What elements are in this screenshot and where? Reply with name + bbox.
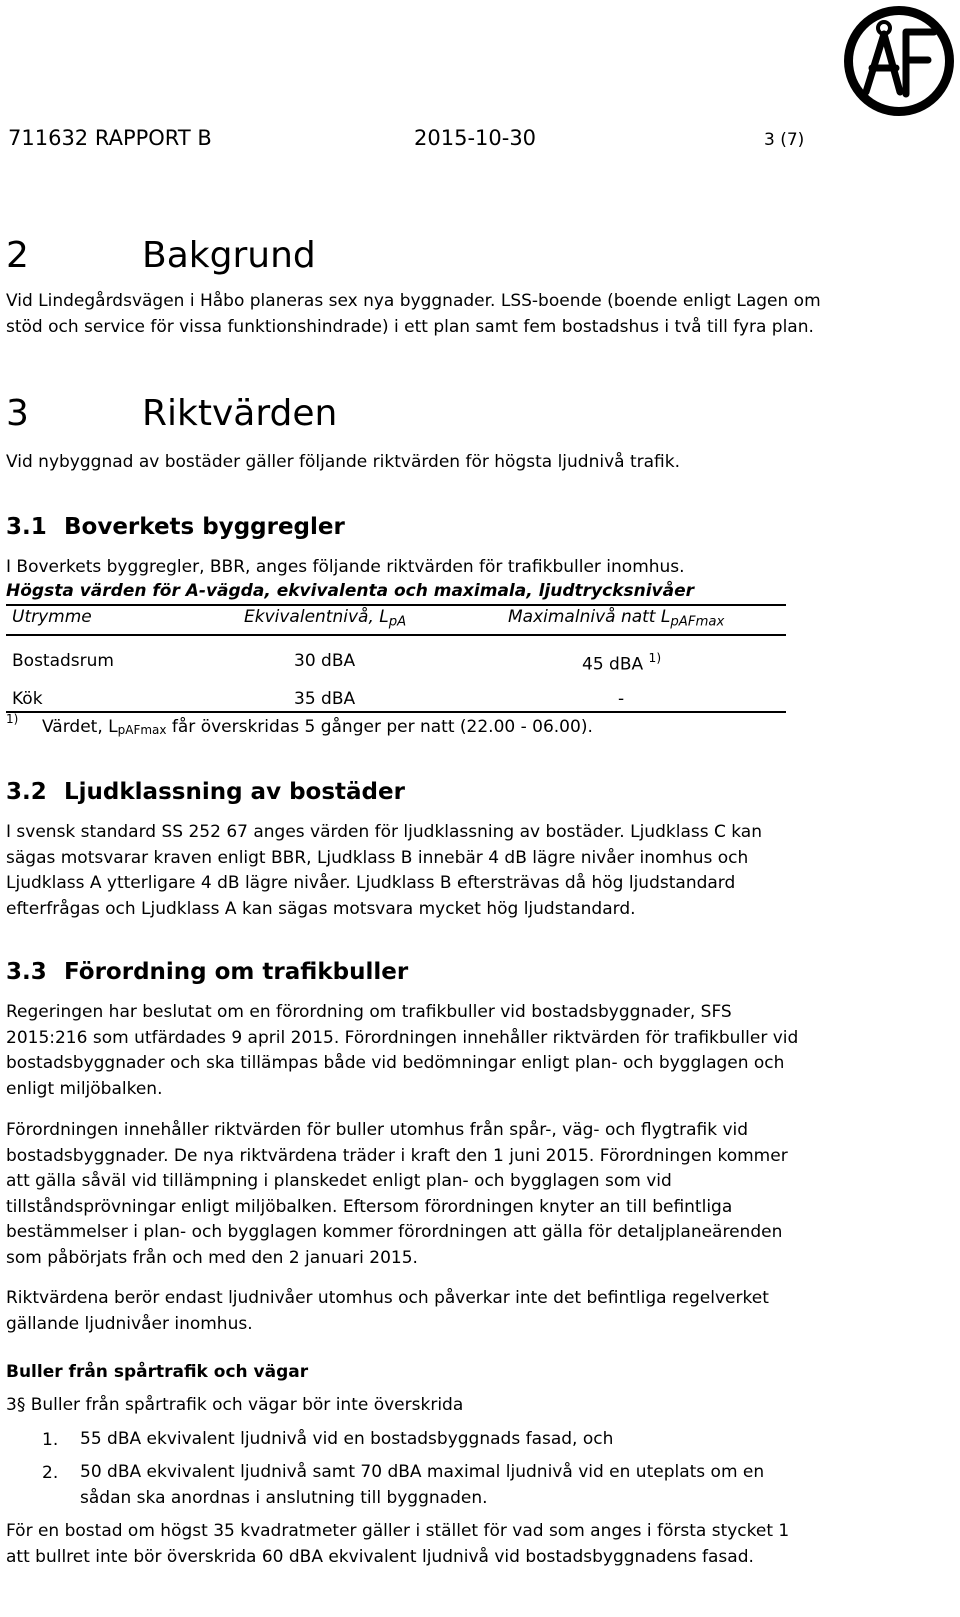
footnote-marker: 1) — [6, 712, 19, 726]
section-title: Boverkets byggregler — [64, 514, 345, 540]
table-cell-equivalent: 30 dBA — [294, 651, 356, 671]
closing-paragraph: För en bostad om högst 35 kvadratmeter gäller i stället för vad som anges i första stycket 1 att bullret inte bör överskrida 60 dBA ekvivalent ljudnivå vid bostadsbyggnadens fasad. — [6, 1521, 790, 1567]
forordning-paragraph: Regeringen har beslutat om en förordning om trafikbuller vid bostadsbyggnader, SFS 2015:216 som utfärdades 9 april 2015. Förordningen innehåller riktvärden för trafikbuller vid bostadsbyggnader och ska tillämpas både vid bedömningar enligt plan- och bygglagen och enligt miljöbalken. — [6, 1002, 799, 1099]
section-title: Bakgrund — [142, 235, 316, 276]
footnote-text: Värdet, LpAFmax får överskridas 5 gånger per natt (22.00 - 06.00). — [42, 717, 593, 737]
report-date: 2015-10-30 — [414, 126, 537, 150]
table-caption: Högsta värden för A-vägda, ekvivalenta och maximala, ljudtrycksnivåer — [6, 581, 695, 601]
ljudklass-text: I svensk standard SS 252 67 anges värden för ljudklassning av bostäder. Ljudklass C kan sägas motsvarar kraven enligt BBR, Ljudklass B innebär 4 dB lägre nivåer inomhus och Ljudklass A ytterligare 4 dB lägre nivåer. Ljudklass B eftersträvas då hög ljudstandard efterfrågas och Ljudklass A kan sägas motsvara mycket hög ljudstandard. — [6, 822, 762, 919]
section-title: Förordning om trafikbuller — [64, 959, 409, 985]
heading-bakgrund — [6, 235, 406, 283]
table-header-maximal: Maximalnivå natt $L_{pAFmax}$ — [508, 607, 725, 630]
table-bottom-rule — [6, 711, 786, 713]
section-number: 2 — [6, 235, 29, 276]
forordning-paragraph: Riktvärdena berör endast ljudnivåer utomhus och påverkar inte det befintliga regelverket gällande ljudnivåer inomhus. — [6, 1288, 769, 1334]
table-top-rule — [6, 604, 786, 606]
section-number: 3.1 — [6, 514, 47, 540]
list-item-number: 2. — [42, 1463, 59, 1483]
section-title: Riktvärden — [142, 393, 338, 434]
table-cell-maximal: 45 dBA $^{1)}$ — [582, 651, 662, 675]
section-number: 3 — [6, 393, 29, 434]
heading-riktvarden — [6, 393, 406, 441]
table-cell-maximal: - — [618, 689, 625, 709]
table-cell-equivalent: 35 dBA — [294, 689, 356, 709]
bakgrund-text: Vid Lindegårdsvägen i Håbo planeras sex nya byggnader. LSS-boende (boende enligt Lagen om stöd och service för vissa funktionshindrade) i ett plan samt fem bostadshus i två till fyra plan. — [6, 291, 821, 337]
riktvarden-text: Vid nybyggnad av bostäder gäller följande riktvärden för högsta ljudnivå trafik. — [6, 452, 680, 472]
list-item-text: 55 dBA ekvivalent ljudnivå vid en bostadsbyggnads fasad, och — [80, 1429, 614, 1449]
table-header-room: Utrymme — [12, 607, 92, 627]
af-logo-icon — [840, 2, 958, 120]
heading-boverket — [6, 514, 506, 546]
subheading-buller: Buller från spårtrafik och vägar — [6, 1362, 309, 1382]
heading-forordning — [6, 959, 506, 991]
boverket-text: I Boverkets byggregler, BBR, anges följande riktvärden för trafikbuller inomhus. — [6, 557, 685, 577]
section-number: 3.3 — [6, 959, 47, 985]
paragraph-section-text: 3§ Buller från spårtrafik och vägar bör inte överskrida — [6, 1395, 464, 1415]
list-item-text: 50 dBA ekvivalent ljudnivå samt 70 dBA maximal ljudnivå vid en uteplats om en sådan ska anordnas i anslutning till byggnaden. — [80, 1462, 765, 1508]
report-id: 711632 RAPPORT B — [8, 126, 212, 150]
section-title: Ljudklassning av bostäder — [64, 779, 405, 805]
table-cell-room: Bostadsrum — [12, 651, 114, 671]
table-header-equivalent: Ekvivalentnivå, $L_{pA}$ — [244, 607, 407, 630]
heading-ljudklass — [6, 779, 506, 811]
section-number: 3.2 — [6, 779, 47, 805]
table-cell-room: Kök — [12, 689, 43, 709]
table-header-rule — [6, 634, 786, 636]
page-number: 3 (7) — [764, 130, 805, 150]
forordning-paragraph: Förordningen innehåller riktvärden för buller utomhus från spår-, väg- och flygtrafik vid bostadsbyggnader. De nya riktvärdena träder i kraft den 1 juni 2015. Förordningen kommer att gälla såväl vid tillämpning i planskedet enligt plan- och bygglagen som vid tillståndsprövningar enligt miljöbalken. Eftersom förordningen knyter an till befintliga bestämmelser i plan- och bygglagen kommer förordningen att gälla för detaljplaneärenden som påbörjats från och med den 2 januari 2015. — [6, 1120, 788, 1268]
list-item-number: 1. — [42, 1430, 59, 1450]
